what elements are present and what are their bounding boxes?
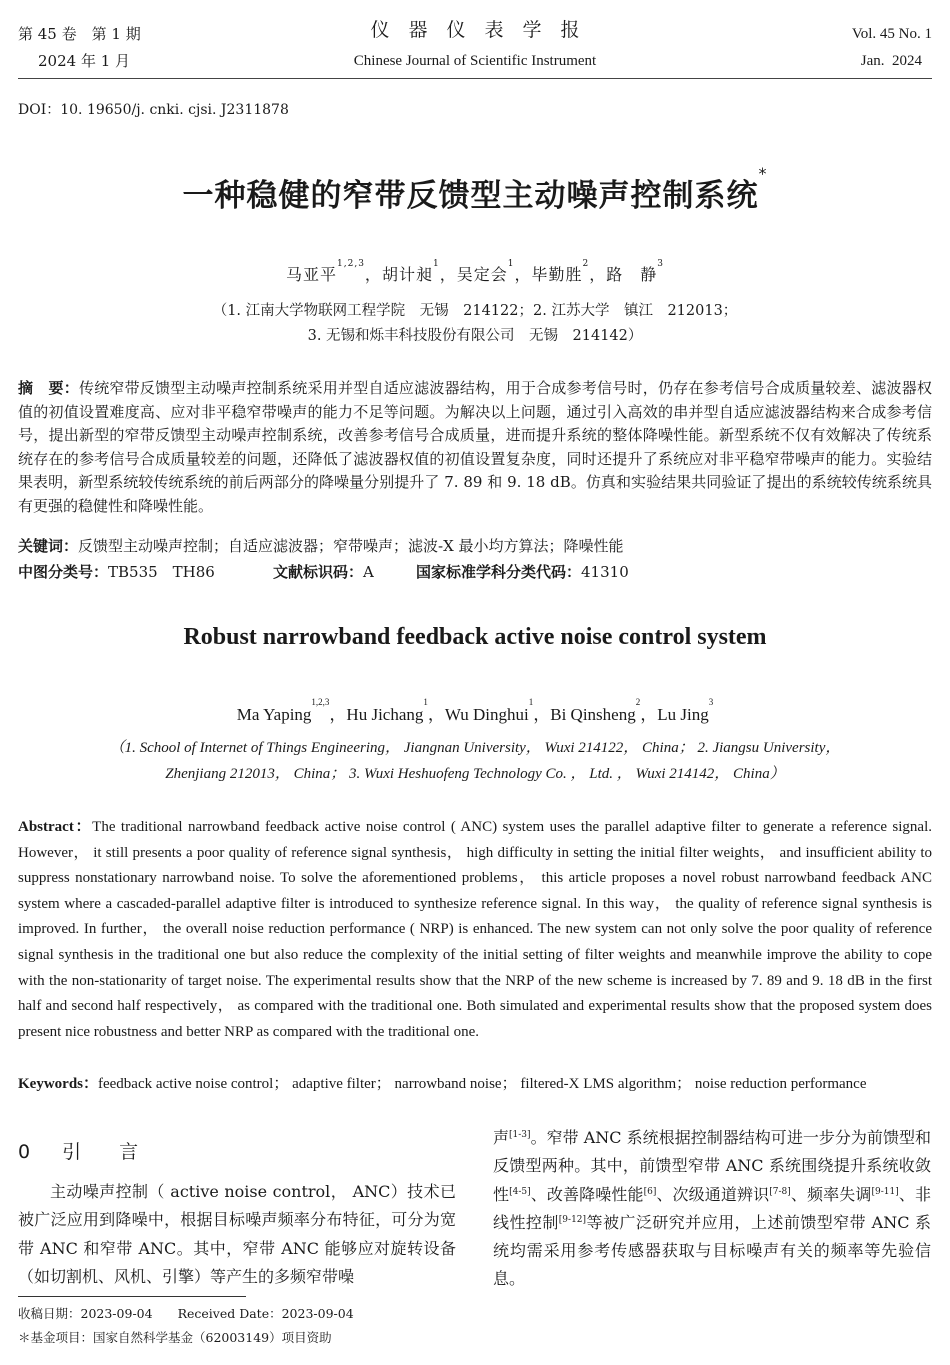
abstract-zh-text: 传统窄带反馈型主动噪声控制系统采用并型自适应滤波器结构，用于合成参考信号时，仍存在参考信号合成质量较差、滤波器权值的初值设置难度高、应对非平稳窄带噪声的能力不足等问题。为解决以上问题，通过引入高效的串并型自适应滤波器结构来合成参考信号，提出新型的窄带反馈型主动噪声控制系统，改善参考信号合成质量，进而提升系统的整体降噪性能。新型系统不仅有效解决了传统系统存在的参考信号合成质量较差的问题，还降低了滤波器权值的初值设置复杂度，同时还提升了系统应对非平稳窄带噪声的能力。实验结果表明，新型系统较传统系统的前后两部分的降噪量分别提升了 7. 89 和 9. 18 dB。仿真和实验结果共同验证了提出的系统较传统系统具有更强的稳健性和降噪性能。 [18,379,932,515]
doi: DOI：10. 19650/j. cnki. cjsi. J2311878 [18,102,289,118]
author-zh: 路 静$^3$ [606,259,664,284]
author-zh: 马亚平$^{1,2,3}$， [286,259,382,284]
title-footnote-mark: * [758,164,768,183]
body-text: 、次级通道辨识 [656,1184,770,1204]
received-date: 收稿日期：2023-09-04 Received Date：2023-09-04 [18,1306,354,1321]
keywords-en [18,1072,867,1093]
fund-footnote: ＊基金项目：国家自然科学基金（62003149）项目资助 [18,1330,332,1345]
affiliation-en-line: Zhenjiang 212013， China； 3. Wuxi Heshuofeng Technology Co. ， Ltd. ， Wuxi 214142， China） [165,766,785,782]
abstract-zh-label: 摘 要： [18,379,79,397]
authors-zh [0,259,950,285]
affiliation-marker: 3 [657,259,664,269]
abstract-en [18,815,932,1045]
paper-title-zh: 一种稳健的窄带反馈型主动噪声控制系统* [182,164,768,214]
abstract-zh [18,377,932,518]
affiliation-marker: 1,2,3 [311,697,330,707]
affiliation-marker: 1 [507,259,515,269]
affiliation-marker: 3 [708,697,714,707]
body-text: 等被广泛研究并应用，上述前馈型窄带 ANC 系统均需采用参考传感器获取与目标噪声有关的频率等先验信息。 [493,1212,931,1289]
author-en: Lu Jing$^3$ [657,697,714,724]
citation: [4-5] [509,1186,531,1197]
citation: [6] [643,1186,657,1197]
body-right-column [493,1124,931,1294]
keywords-zh-text: 反馈型主动噪声控制；自适应滤波器；窄带噪声；滤波-X 最小均方算法；降噪性能 [78,537,624,555]
body-text: 、改善降噪性能 [530,1184,644,1204]
keywords-en-text: feedback active noise control； adaptive filter； narrowband noise； filtered-X LMS algorithm； noise reduction performance [98,1076,867,1092]
journal-volume-zh: 第 45 卷 第 1 期 [18,25,141,43]
body-left-column [18,1178,456,1291]
section-title: 引 言 [62,1141,139,1163]
affiliation-marker: 1,2,3 [337,259,365,269]
abstract-en-text: The traditional narrowband feedback active noise control ( ANC) system uses the parallel adaptive filter to generate a reference signal. However， it still presents a poor quality of reference signal synthesis， high difficulty in setting the initial filter weights， and insufficient ability to suppress nonstationary narrowband noise. To solve the aforementioned problems， this article proposes a novel robust narrowband feedback ANC system where a cascaded-parallel adaptive filter is introduced to synthesize reference signal. In this way， the quality of reference signal synthesis is improved. In further， the overall noise reduction performance ( NRP) is enhanced. The new system can not only solve the poor quality of reference signal synthesis in the traditional one but also reduce the complexity of the initial setting of filter weights and meanwhile improve the ability to cope with the non-stationarity of target noise. The experimental results show that the NRP of the new scheme is increased by 7. 89 and 9. 18 dB in the first half and second half respectively， as compared with the traditional one. Both simulated and experimental results show that the proposed system does present nice robustness and better NRP as compared with the traditional one. [18,819,932,1040]
citation: [1-3] [509,1130,531,1140]
affiliation-zh-line: （1. 江南大学物联网工程学院 无锡 214122；2. 江苏大学 镇江 212013； [212,303,738,319]
journal-name-en: Chinese Journal of Scientific Instrument [353,53,597,69]
body-text: 、频率失调 [790,1184,872,1204]
body-text: 声 [493,1128,510,1147]
body-text: 主动噪声控制（ active noise control， ANC）技术已被广泛应用到降噪中，根据目标噪声频率分布特征，可分为宽带 ANC 和窄带 ANC。其中，窄带 ANC 能够应对旋转设备（如切割机、风机、引擎）等产生的多频窄带噪 [18,1182,456,1286]
paper-title-en: Robust narrowband feedback active noise control system [183,624,767,650]
keywords-zh [18,535,624,556]
citation: [9-12] [558,1214,587,1225]
affiliation-marker: 2 [582,259,590,269]
section-number: 0 [18,1141,31,1163]
affiliation-zh-line: 3. 无锡和烁丰科技股份有限公司 无锡 214142） [307,328,643,344]
affiliation-marker: 1 [528,697,534,707]
affiliation-en-line: （1. School of Internet of Things Engineering， Jiangnan University， Wuxi 214122， China； 2. Jiangsu University， [109,740,841,756]
journal-volume-en: Vol. 45 No. 1 [851,26,932,42]
citation: [9-11] [871,1186,899,1197]
citation: [7-8] [769,1186,791,1197]
clc-number: 中图分类号：TB535 TH86 [18,563,215,581]
body-text: 。窄带 ANC 系统根据控制器结构可进一步分为前馈型和反馈型两种。其中，前馈型窄带 ANC 系统围绕提升系统收敛性 [493,1128,931,1204]
abstract-en-label: Abstract： [18,819,93,835]
subject-code: 国家标准学科分类代码：41310 [416,563,629,581]
header-rule [18,78,932,79]
authors-en [0,697,950,725]
affiliation-marker: 1 [432,259,440,269]
body-text: 、非线性控制 [493,1184,931,1232]
footnote-rule [18,1296,246,1297]
journal-date-en: Jan. 2024 [860,53,922,69]
author-zh: 吴定会$^1$， [456,259,532,284]
journal-date-zh: 2024 年 1 月 [38,52,131,70]
author-en: Wu Dinghui$^1$， [444,697,551,724]
keywords-zh-label: 关键词： [18,537,79,555]
affiliation-marker: 2 [635,697,641,707]
author-en: Bi Qinsheng$^2$， [550,697,658,724]
affiliation-marker: 1 [423,697,428,707]
author-en: Ma Yaping$^{1,2,3}$， [236,697,347,724]
document-code: 文献标识码：A [273,563,374,581]
author-zh: 毕勤胜$^2$， [531,259,607,284]
author-zh: 胡计昶$^1$， [381,259,457,284]
journal-name-zh: 仪 器 仪 表 学 报 [370,19,580,41]
author-en: Hu Jichang$^1$， [346,697,445,724]
keywords-en-label: Keywords： [18,1076,98,1092]
section-heading [18,1137,138,1164]
